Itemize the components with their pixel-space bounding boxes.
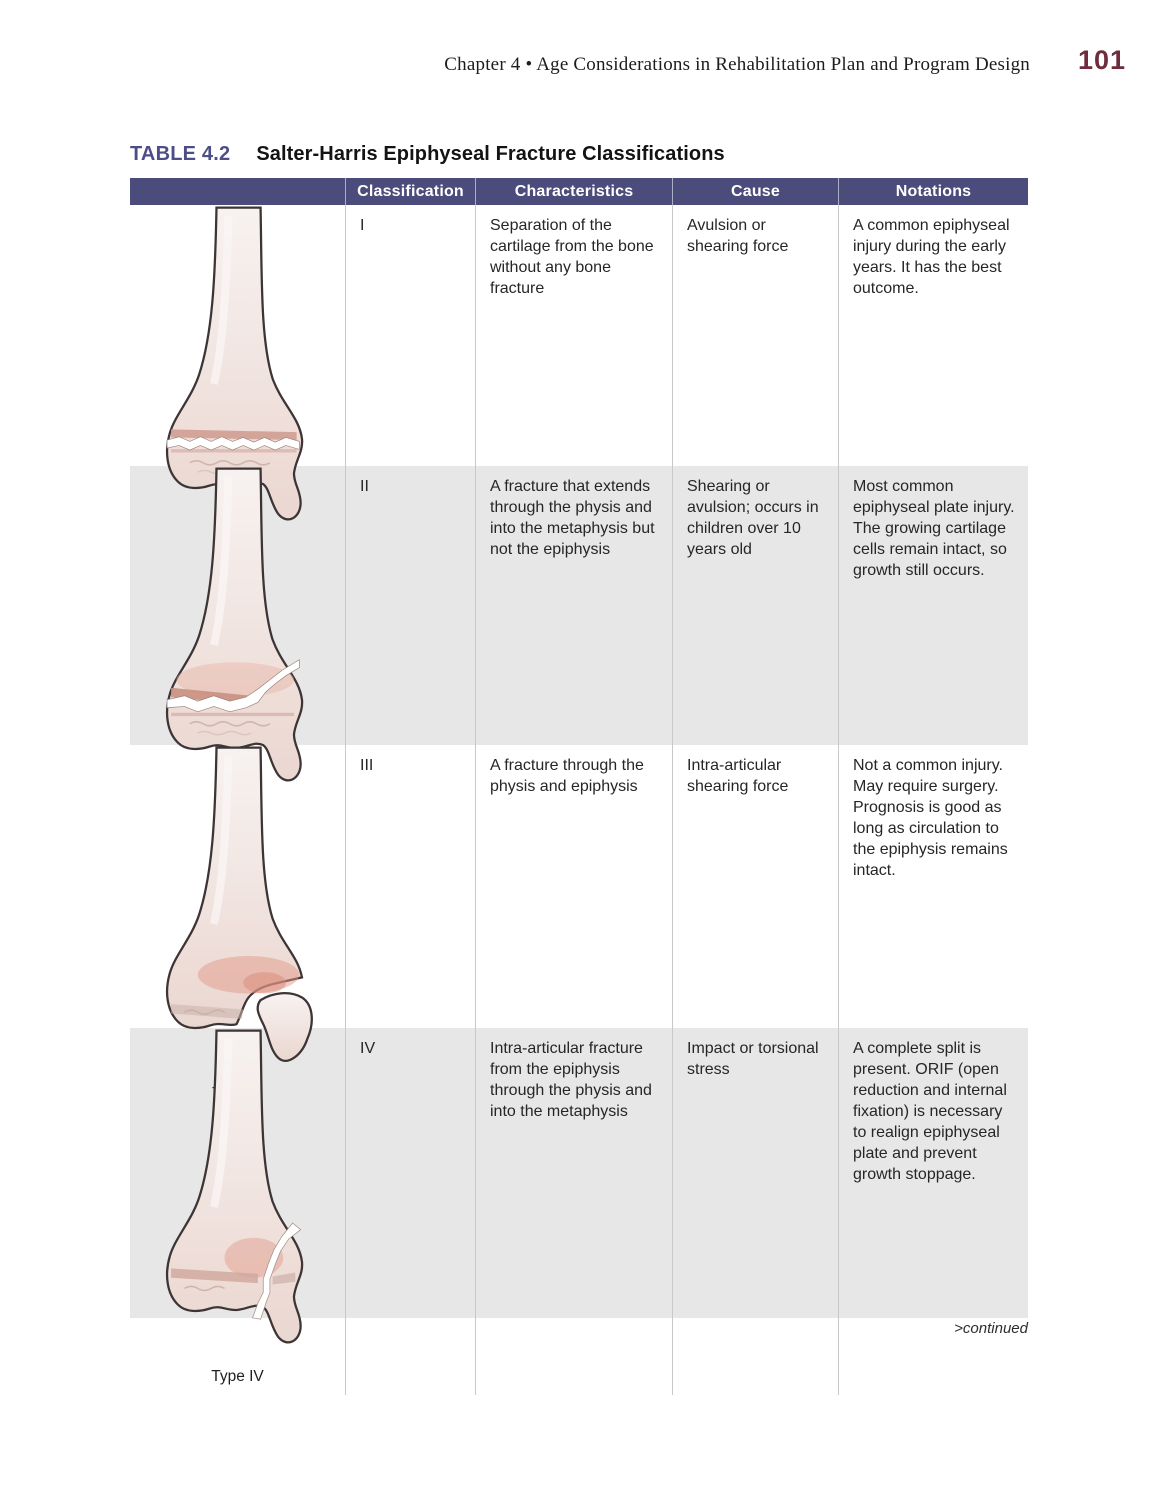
classification-cell: III	[345, 745, 475, 1112]
table-row	[130, 466, 1028, 745]
characteristics-cell: A fracture through the physis and epiphysis	[475, 745, 672, 1112]
header-cell-characteristics: Characteristics	[475, 178, 672, 205]
page-number: 101	[1078, 45, 1127, 75]
classification-cell: II	[345, 466, 475, 833]
notations-cell: A common epiphyseal injury during the early years. It has the best outcome.	[838, 205, 1028, 572]
table-title: Salter-Harris Epiphyseal Fracture Classifications	[256, 143, 725, 165]
header-cell-classification: Classification	[345, 178, 475, 205]
characteristics-cell: Intra-articular fracture from the epiphysis through the physis and into the metaphysis	[475, 1028, 672, 1395]
running-head: Chapter 4 • Age Considerations in Rehabilitation Plan and Program Design	[444, 54, 1030, 75]
characteristics-cell: Separation of the cartilage from the bone without any bone fracture	[475, 205, 672, 572]
image-cell-type-iv	[130, 1028, 345, 1395]
cause-cell: Shearing or avulsion; occurs in children over 10 years old	[672, 466, 838, 833]
cause-cell: Intra-articular shearing force	[672, 745, 838, 1112]
table-heading	[130, 143, 1028, 166]
header-cell-image	[130, 178, 345, 205]
continued-note: >continued	[954, 1320, 1028, 1337]
table-row	[130, 745, 1028, 1028]
cause-cell: Impact or torsional stress	[672, 1028, 838, 1395]
header-cell-notations: Notations	[838, 178, 1028, 205]
notations-cell: A complete split is present. ORIF (open reduction and internal fixation) is necessary to realign epiphyseal plate and prevent growth stoppage.	[838, 1028, 1028, 1395]
cause-cell: Avulsion or shearing force	[672, 205, 838, 572]
classification-cell: IV	[345, 1028, 475, 1395]
notations-cell: Most common epiphyseal plate injury. The growing cartilage cells remain intact, so growth still occurs.	[838, 466, 1028, 833]
table-number-label: TABLE 4.2	[130, 143, 231, 165]
bone-illustration-type-iv	[130, 1028, 345, 1364]
header-cell-cause: Cause	[672, 178, 838, 205]
characteristics-cell: A fracture that extends through the physis and into the metaphysis but not the epiphysis	[475, 466, 672, 833]
bone-label: Type IV	[211, 1367, 264, 1385]
table-row	[130, 205, 1028, 466]
notations-cell: Not a common injury. May require surgery. Prognosis is good as long as circulation to the epiphysis remains intact.	[838, 745, 1028, 1112]
table-header-row	[130, 178, 1028, 205]
classification-cell: I	[345, 205, 475, 572]
